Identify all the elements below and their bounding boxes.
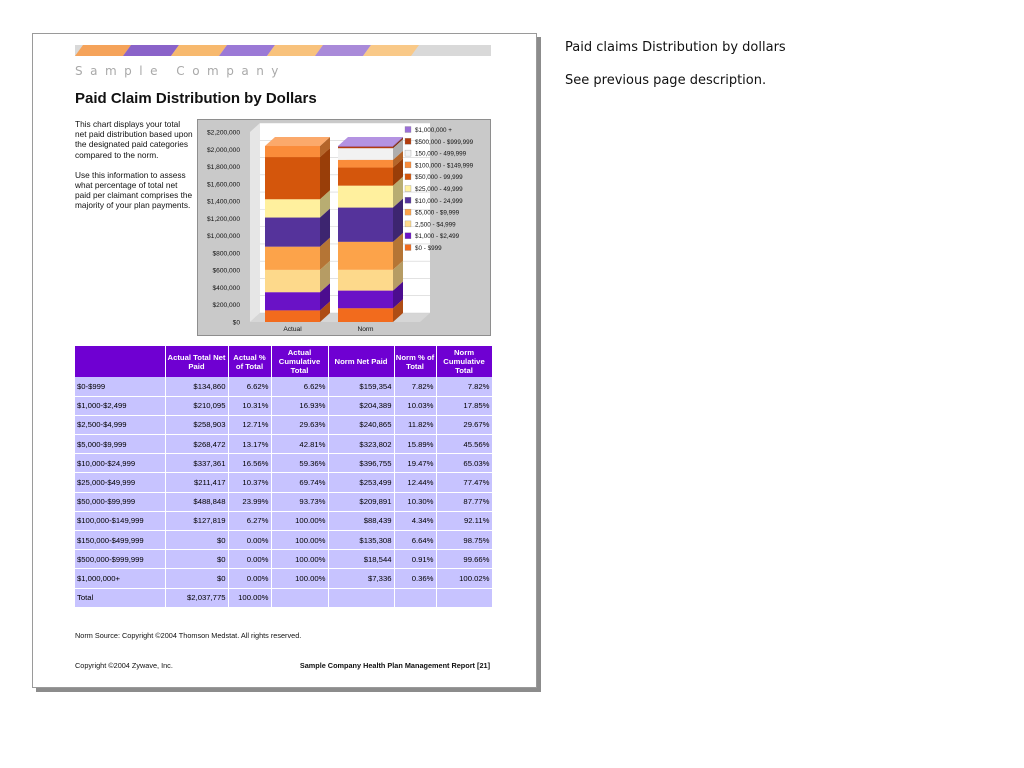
legend-swatch bbox=[405, 150, 411, 156]
column-header: Norm % of Total bbox=[394, 346, 436, 377]
row-label-cell: $10,000-$24,999 bbox=[75, 454, 165, 473]
table-row bbox=[75, 473, 492, 492]
column-header bbox=[75, 346, 165, 377]
y-tick-label: $1,600,000 bbox=[206, 181, 240, 189]
value-cell: 12.44% bbox=[394, 473, 436, 492]
value-cell: $209,891 bbox=[328, 492, 394, 511]
value-cell: 17.85% bbox=[436, 396, 492, 415]
distribution-table bbox=[75, 346, 493, 608]
value-cell: 11.82% bbox=[394, 415, 436, 434]
row-label-cell: $0-$999 bbox=[75, 377, 165, 396]
table-row bbox=[75, 569, 492, 588]
value-cell bbox=[394, 588, 436, 607]
value-cell: 100.00% bbox=[228, 588, 271, 607]
stacked-bar-chart bbox=[198, 120, 492, 337]
table-row bbox=[75, 492, 492, 511]
row-label-cell: $1,000,000+ bbox=[75, 569, 165, 588]
row-label-cell: $500,000-$999,999 bbox=[75, 550, 165, 569]
value-cell: 13.17% bbox=[228, 435, 271, 454]
legend-swatch bbox=[405, 221, 411, 227]
legend-swatch bbox=[405, 209, 411, 215]
value-cell: $268,472 bbox=[165, 435, 228, 454]
value-cell: 77.47% bbox=[436, 473, 492, 492]
legend-swatch bbox=[405, 197, 411, 203]
value-cell: 10.37% bbox=[228, 473, 271, 492]
value-cell: $253,499 bbox=[328, 473, 394, 492]
legend-label: $10,000 - 24,999 bbox=[415, 197, 463, 205]
value-cell: $88,439 bbox=[328, 511, 394, 530]
value-cell: $211,417 bbox=[165, 473, 228, 492]
legend-label: $100,000 - $149,999 bbox=[415, 162, 474, 170]
value-cell: 23.99% bbox=[228, 492, 271, 511]
banner-segment bbox=[75, 45, 131, 56]
banner-segment bbox=[363, 45, 419, 56]
y-tick-label: $0 bbox=[232, 319, 240, 327]
legend-label: $500,000 - $999,999 bbox=[415, 138, 474, 146]
legend-label: $1,000,000 + bbox=[415, 127, 452, 134]
legend-swatch bbox=[405, 162, 411, 168]
column-header: Norm Cumulative Total bbox=[436, 346, 492, 377]
column-header: Actual Total Net Paid bbox=[165, 346, 228, 377]
value-cell: $396,755 bbox=[328, 454, 394, 473]
table-row bbox=[75, 435, 492, 454]
slide-notes bbox=[565, 40, 786, 106]
value-cell: 87.77% bbox=[436, 492, 492, 511]
y-tick-label: $1,200,000 bbox=[206, 215, 240, 223]
value-cell: $210,095 bbox=[165, 396, 228, 415]
value-cell: 10.31% bbox=[228, 396, 271, 415]
y-tick-label: $400,000 bbox=[212, 284, 240, 292]
value-cell: 6.64% bbox=[394, 531, 436, 550]
value-cell: 100.00% bbox=[271, 511, 328, 530]
legend-label: $1,000 - $2,499 bbox=[415, 233, 460, 241]
legend-label: 2,500 - $4,999 bbox=[415, 221, 456, 229]
table-row bbox=[75, 588, 492, 607]
page-title: Paid Claim Distribution by Dollars bbox=[75, 90, 317, 107]
value-cell: 93.73% bbox=[271, 492, 328, 511]
value-cell: 10.30% bbox=[394, 492, 436, 511]
value-cell: 100.00% bbox=[271, 531, 328, 550]
legend-swatch bbox=[405, 174, 411, 180]
banner-segment bbox=[315, 45, 371, 56]
value-cell: 12.71% bbox=[228, 415, 271, 434]
row-label-cell: $1,000-$2,499 bbox=[75, 396, 165, 415]
value-cell bbox=[436, 588, 492, 607]
row-label-cell: $100,000-$149,999 bbox=[75, 511, 165, 530]
value-cell: 59.36% bbox=[271, 454, 328, 473]
table-row bbox=[75, 377, 492, 396]
value-cell: $488,848 bbox=[165, 492, 228, 511]
value-cell: $159,354 bbox=[328, 377, 394, 396]
x-category-label: Actual bbox=[283, 326, 302, 333]
banner-segment bbox=[219, 45, 275, 56]
value-cell: 7.82% bbox=[436, 377, 492, 396]
column-header: Actual Cumulative Total bbox=[271, 346, 328, 377]
legend-label: 150,000 - 499,999 bbox=[415, 150, 467, 158]
chart-description bbox=[75, 119, 193, 221]
legend-item bbox=[405, 138, 474, 146]
legend-swatch bbox=[405, 127, 411, 133]
description-paragraph-2: Use this information to assess what percentage of total net paid per claimant comprises the majority of your plan payments. bbox=[75, 169, 193, 211]
column-header: Norm Net Paid bbox=[328, 346, 394, 377]
table-body bbox=[75, 377, 492, 607]
y-tick-label: $800,000 bbox=[212, 250, 240, 258]
value-cell: $18,544 bbox=[328, 550, 394, 569]
value-cell: 19.47% bbox=[394, 454, 436, 473]
y-tick-label: $2,000,000 bbox=[206, 146, 240, 154]
value-cell: $0 bbox=[165, 550, 228, 569]
table-row bbox=[75, 396, 492, 415]
value-cell: 4.34% bbox=[394, 511, 436, 530]
legend-swatch bbox=[405, 138, 411, 144]
description-paragraph-1: This chart displays your total net paid distribution based upon the designated paid categories compared to the norm. bbox=[75, 119, 193, 160]
notes-line-2: See previous page description. bbox=[565, 73, 767, 88]
value-cell: $2,037,775 bbox=[165, 588, 228, 607]
company-name: Sample Company bbox=[75, 64, 286, 78]
table-row bbox=[75, 415, 492, 434]
notes-line-1: Paid claims Distribution by dollars bbox=[565, 40, 786, 55]
value-cell: $337,361 bbox=[165, 454, 228, 473]
legend-label: $5,000 - $9,999 bbox=[415, 209, 460, 217]
row-label-cell: Total bbox=[75, 588, 165, 607]
decorative-banner bbox=[75, 45, 491, 56]
legend-label: $0 - $999 bbox=[415, 245, 442, 252]
legend-swatch bbox=[405, 245, 411, 251]
y-tick-label: $2,200,000 bbox=[206, 129, 240, 137]
row-label-cell: $25,000-$49,999 bbox=[75, 473, 165, 492]
column-header: Actual % of Total bbox=[228, 346, 271, 377]
chart-side-wall bbox=[250, 123, 260, 322]
legend-label: $50,000 - 99,999 bbox=[415, 174, 463, 182]
value-cell: 42.81% bbox=[271, 435, 328, 454]
value-cell: 6.62% bbox=[228, 377, 271, 396]
value-cell: 0.00% bbox=[228, 569, 271, 588]
value-cell: 29.63% bbox=[271, 415, 328, 434]
value-cell: 100.00% bbox=[271, 569, 328, 588]
report-footer-title: Sample Company Health Plan Management Report [21] bbox=[299, 661, 490, 670]
value-cell: $258,903 bbox=[165, 415, 228, 434]
row-label-cell: $5,000-$9,999 bbox=[75, 435, 165, 454]
value-cell: $7,336 bbox=[328, 569, 394, 588]
value-cell: $0 bbox=[165, 531, 228, 550]
value-cell: 0.00% bbox=[228, 531, 271, 550]
value-cell: 16.93% bbox=[271, 396, 328, 415]
legend-swatch bbox=[405, 233, 411, 239]
copyright: Copyright ©2004 Zywave, Inc. bbox=[75, 661, 173, 670]
banner-segment bbox=[267, 45, 323, 56]
value-cell: 45.56% bbox=[436, 435, 492, 454]
value-cell: 98.75% bbox=[436, 531, 492, 550]
bar-segment bbox=[338, 137, 403, 147]
y-tick-label: $200,000 bbox=[212, 302, 240, 310]
value-cell: 15.89% bbox=[394, 435, 436, 454]
value-cell: $204,389 bbox=[328, 396, 394, 415]
legend-item bbox=[405, 162, 474, 170]
value-cell: 100.00% bbox=[271, 550, 328, 569]
table-row bbox=[75, 531, 492, 550]
x-category-label: Norm bbox=[357, 326, 374, 333]
legend-swatch bbox=[405, 186, 411, 192]
table-row bbox=[75, 511, 492, 530]
y-tick-label: $1,800,000 bbox=[206, 164, 240, 172]
chart-panel bbox=[197, 119, 491, 336]
banner-segment bbox=[123, 45, 179, 56]
row-label-cell: $50,000-$99,999 bbox=[75, 492, 165, 511]
y-tick-label: $1,000,000 bbox=[206, 233, 240, 241]
value-cell: $0 bbox=[165, 569, 228, 588]
row-label-cell: $2,500-$4,999 bbox=[75, 415, 165, 434]
value-cell: 69.74% bbox=[271, 473, 328, 492]
table-row bbox=[75, 550, 492, 569]
row-label-cell: $150,000-$499,999 bbox=[75, 531, 165, 550]
value-cell: 0.00% bbox=[228, 550, 271, 569]
value-cell: 65.03% bbox=[436, 454, 492, 473]
value-cell: 29.67% bbox=[436, 415, 492, 434]
norm-source: Norm Source: Copyright ©2004 Thomson Medstat. All rights reserved. bbox=[75, 631, 302, 640]
table-row bbox=[75, 454, 492, 473]
bar-segment bbox=[265, 137, 330, 157]
value-cell: 6.27% bbox=[228, 511, 271, 530]
value-cell: 99.66% bbox=[436, 550, 492, 569]
value-cell: 0.36% bbox=[394, 569, 436, 588]
value-cell: 92.11% bbox=[436, 511, 492, 530]
value-cell: 7.82% bbox=[394, 377, 436, 396]
value-cell: $135,308 bbox=[328, 531, 394, 550]
table-header-row bbox=[75, 346, 492, 377]
value-cell: $127,819 bbox=[165, 511, 228, 530]
value-cell: $323,802 bbox=[328, 435, 394, 454]
y-tick-label: $600,000 bbox=[212, 267, 240, 275]
y-tick-label: $1,400,000 bbox=[206, 198, 240, 206]
value-cell: $134,860 bbox=[165, 377, 228, 396]
legend-item bbox=[405, 150, 467, 158]
legend-label: $25,000 - 49,999 bbox=[415, 186, 463, 193]
value-cell: 100.02% bbox=[436, 569, 492, 588]
banner-segment bbox=[171, 45, 227, 56]
value-cell: 16.56% bbox=[228, 454, 271, 473]
value-cell: 0.91% bbox=[394, 550, 436, 569]
value-cell: 6.62% bbox=[271, 377, 328, 396]
value-cell: $240,865 bbox=[328, 415, 394, 434]
value-cell bbox=[328, 588, 394, 607]
value-cell: 10.03% bbox=[394, 396, 436, 415]
value-cell bbox=[271, 588, 328, 607]
report-page bbox=[32, 33, 537, 688]
